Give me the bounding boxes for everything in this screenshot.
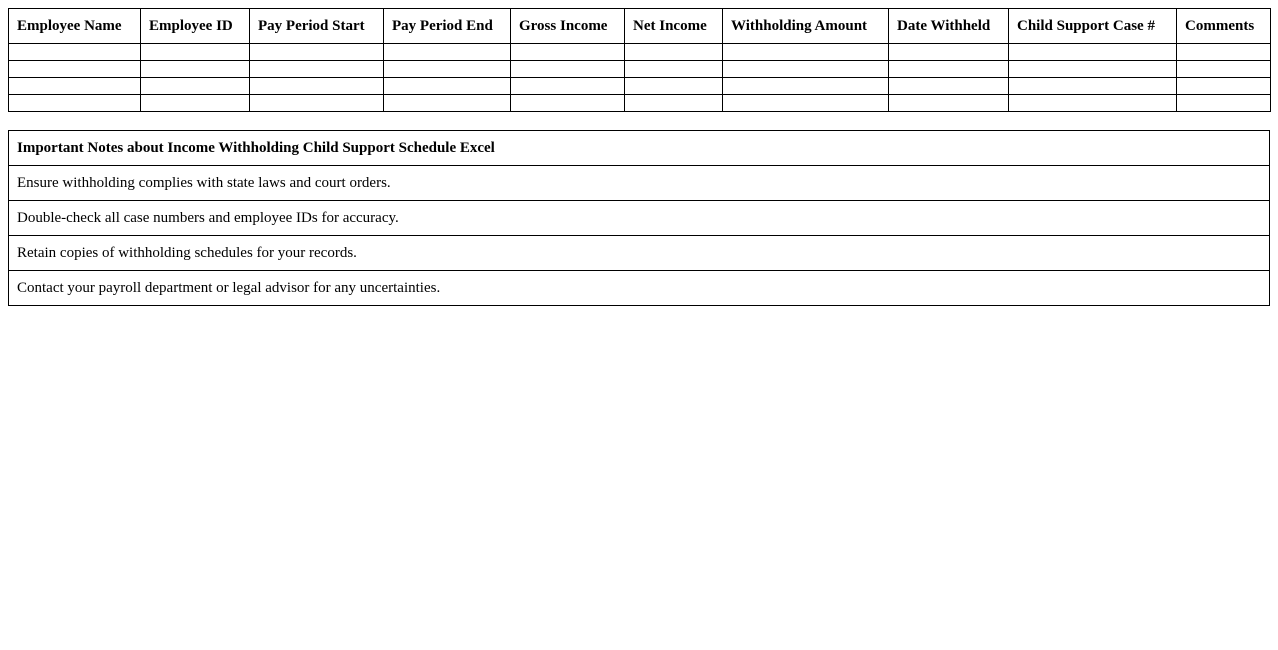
table-cell[interactable] bbox=[889, 44, 1009, 61]
table-cell[interactable] bbox=[250, 61, 384, 78]
note-item: Contact your payroll department or legal advisor for any uncertainties. bbox=[9, 271, 1270, 306]
table-cell[interactable] bbox=[511, 61, 625, 78]
table-cell[interactable] bbox=[1009, 44, 1177, 61]
note-row bbox=[9, 166, 1270, 201]
table-cell[interactable] bbox=[1177, 61, 1271, 78]
table-cell[interactable] bbox=[511, 78, 625, 95]
column-header-gross-income: Gross Income bbox=[511, 9, 625, 44]
table-cell[interactable] bbox=[889, 61, 1009, 78]
table-cell[interactable] bbox=[384, 61, 511, 78]
table-cell[interactable] bbox=[384, 44, 511, 61]
table-cell[interactable] bbox=[141, 95, 250, 112]
table-row bbox=[9, 61, 1271, 78]
table-cell[interactable] bbox=[384, 95, 511, 112]
table-row bbox=[9, 44, 1271, 61]
note-row bbox=[9, 271, 1270, 306]
table-cell[interactable] bbox=[9, 61, 141, 78]
table-cell[interactable] bbox=[723, 78, 889, 95]
notes-heading-row bbox=[9, 131, 1270, 166]
note-item: Ensure withholding complies with state laws and court orders. bbox=[9, 166, 1270, 201]
header-row bbox=[9, 9, 1271, 44]
table-cell[interactable] bbox=[1009, 61, 1177, 78]
table-cell[interactable] bbox=[9, 78, 141, 95]
table-cell[interactable] bbox=[625, 78, 723, 95]
table-cell[interactable] bbox=[1177, 44, 1271, 61]
table-cell[interactable] bbox=[250, 95, 384, 112]
important-notes-table bbox=[8, 130, 1270, 306]
note-row bbox=[9, 236, 1270, 271]
table-cell[interactable] bbox=[723, 95, 889, 112]
table-cell[interactable] bbox=[625, 44, 723, 61]
column-header-pay-period-start: Pay Period Start bbox=[250, 9, 384, 44]
note-item: Retain copies of withholding schedules for your records. bbox=[9, 236, 1270, 271]
table-cell[interactable] bbox=[625, 61, 723, 78]
table-row bbox=[9, 95, 1271, 112]
table-cell[interactable] bbox=[889, 78, 1009, 95]
table-cell[interactable] bbox=[250, 78, 384, 95]
column-header-employee-name: Employee Name bbox=[9, 9, 141, 44]
table-cell[interactable] bbox=[141, 44, 250, 61]
column-header-withholding-amount: Withholding Amount bbox=[723, 9, 889, 44]
table-cell[interactable] bbox=[511, 44, 625, 61]
table-cell[interactable] bbox=[141, 61, 250, 78]
table-cell[interactable] bbox=[1177, 78, 1271, 95]
column-header-pay-period-end: Pay Period End bbox=[384, 9, 511, 44]
table-cell[interactable] bbox=[511, 95, 625, 112]
table-cell[interactable] bbox=[250, 44, 384, 61]
table-cell[interactable] bbox=[723, 61, 889, 78]
table-cell[interactable] bbox=[141, 78, 250, 95]
column-header-employee-id: Employee ID bbox=[141, 9, 250, 44]
table-cell[interactable] bbox=[1177, 95, 1271, 112]
column-header-date-withheld: Date Withheld bbox=[889, 9, 1009, 44]
table-cell[interactable] bbox=[9, 44, 141, 61]
column-header-net-income: Net Income bbox=[625, 9, 723, 44]
table-cell[interactable] bbox=[625, 95, 723, 112]
table-cell[interactable] bbox=[889, 95, 1009, 112]
table-cell[interactable] bbox=[9, 95, 141, 112]
notes-heading: Important Notes about Income Withholding Child Support Schedule Excel bbox=[9, 131, 1270, 166]
table-row bbox=[9, 78, 1271, 95]
table-cell[interactable] bbox=[384, 78, 511, 95]
note-row bbox=[9, 201, 1270, 236]
table-cell[interactable] bbox=[1009, 95, 1177, 112]
note-item: Double-check all case numbers and employee IDs for accuracy. bbox=[9, 201, 1270, 236]
column-header-comments: Comments bbox=[1177, 9, 1271, 44]
table-cell[interactable] bbox=[723, 44, 889, 61]
column-header-child-support-case: Child Support Case # bbox=[1009, 9, 1177, 44]
withholding-schedule-table bbox=[8, 8, 1271, 112]
table-cell[interactable] bbox=[1009, 78, 1177, 95]
